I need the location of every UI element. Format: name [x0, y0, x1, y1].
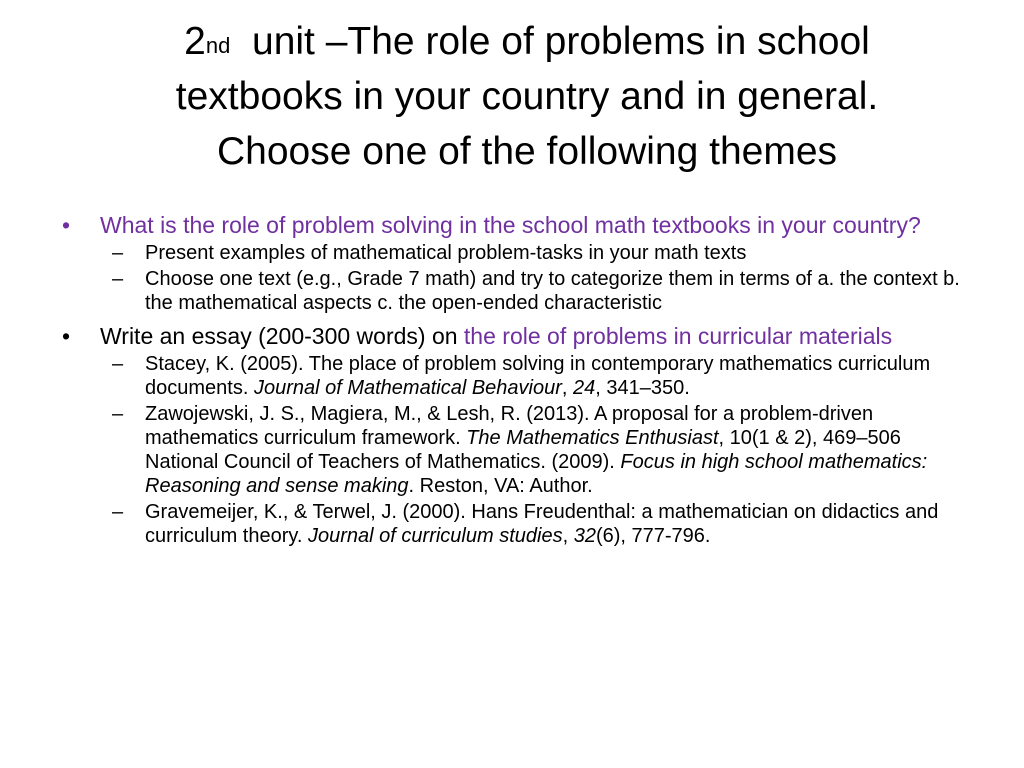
sub-bullet-choose-text: – Choose one text (e.g., Grade 7 math) and try to categorize them in terms of a. the context b. the mathematical aspects c. the open-ended characteristic — [112, 268, 960, 314]
dash-icon: – — [112, 268, 124, 290]
reference-stacey: – Stacey, K. (2005). The place of problem solving in contemporary mathematics curriculum documents. Journal of Mathematical Behaviour, 24, 341–350. — [112, 353, 931, 399]
title-line-3: Choose one of the following themes — [216, 130, 838, 173]
bullet-icon: • — [62, 212, 71, 238]
bullet-role-of-problem-solving: • What is the role of problem solving in the school math textbooks in your country? — [62, 212, 921, 238]
dash-icon: – — [112, 501, 124, 523]
bullet-icon: • — [62, 323, 71, 349]
essay-topic: the role of problems in curricular materials — [463, 323, 893, 349]
title-superscript: nd — [205, 33, 231, 58]
bullet-write-essay: • Write an essay (200-300 words) on the role of problems in curricular materials — [62, 323, 893, 349]
dash-icon: – — [112, 403, 124, 425]
title-line-1: 2nd unit –The role of problems in school — [184, 20, 870, 63]
reference-gravemeijer: – Gravemeijer, K., & Terwel, J. (2000). Hans Freudenthal: a mathematician on didactics and curriculum theory. Journal of curriculum studies, 32(6), 777-796. — [112, 501, 939, 547]
title-line-2: textbooks in your country and in general. — [175, 75, 879, 118]
slide-title — [110, 14, 944, 179]
reference-zawojewski: – Zawojewski, J. S., Magiera, M., & Lesh, R. (2013). A proposal for a problem-driven mathematics curriculum framework. The Mathematics Enthusiast, 10(1 & 2), 469–506 National Council of Teachers of Mathematics. (2009). Focus in high school mathematics: Reasoning and sense making. Reston, VA: Author. — [112, 403, 928, 497]
slide-body — [56, 208, 976, 548]
dash-icon: – — [112, 242, 124, 264]
dash-icon: – — [112, 353, 124, 375]
sub-bullet-present-examples: – Present examples of mathematical problem-tasks in your math texts — [112, 242, 747, 264]
